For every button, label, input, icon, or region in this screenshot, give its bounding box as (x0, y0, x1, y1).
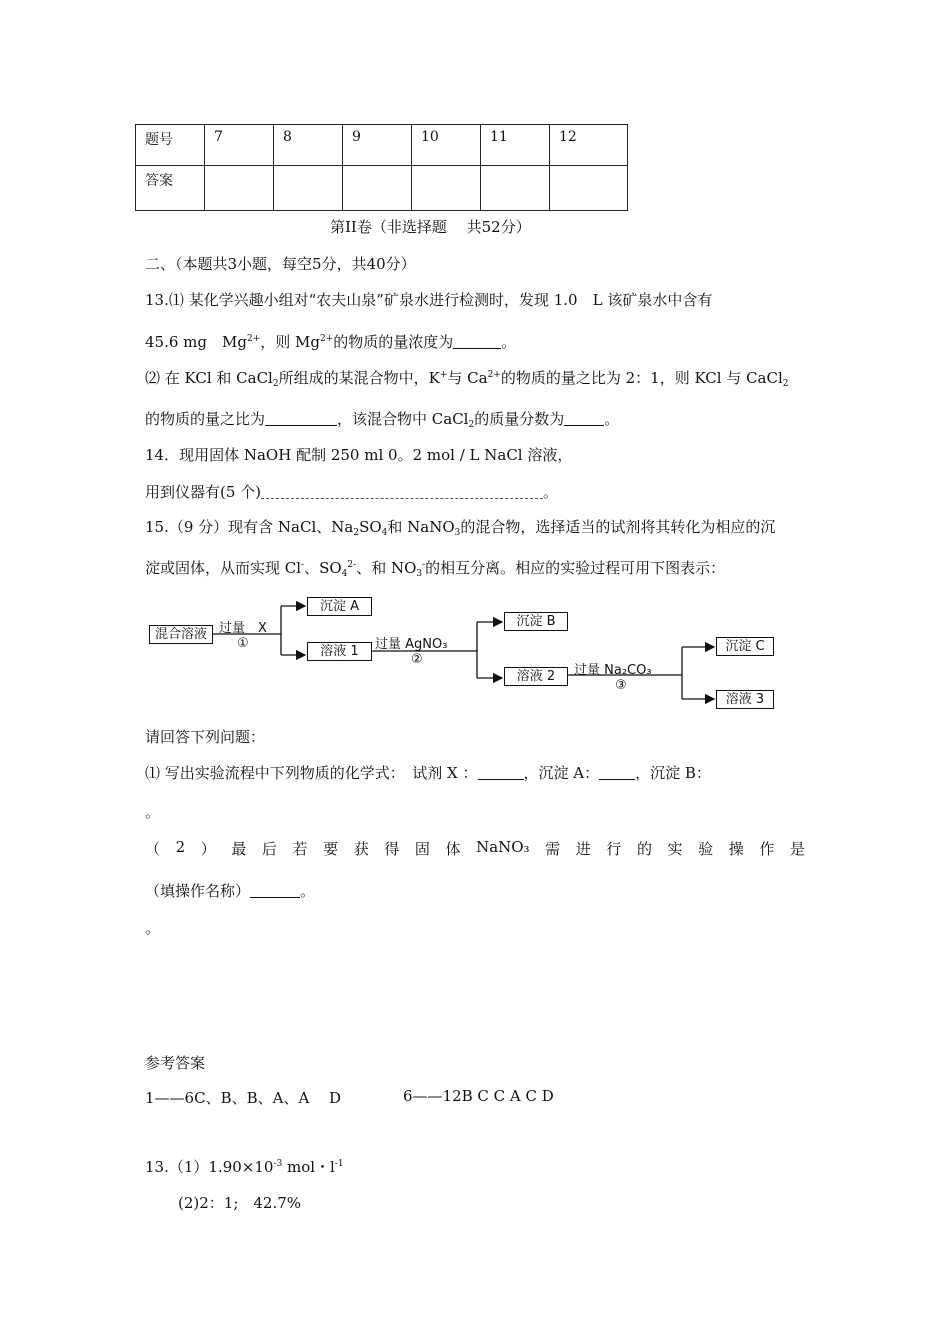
q13-line1: 13.⑴ 某化学兴趣小组对“农夫山泉”矿泉水进行检测时，发现 1.0 L 该矿泉水中含有 (145, 291, 713, 309)
question-2-word: NaNO₃ (476, 838, 530, 856)
q13-sup: 2+ (487, 370, 501, 380)
q13-text: 的物质的量浓度为 (333, 333, 454, 351)
stray-period: 。 (145, 919, 161, 937)
table-cell: 题号 (136, 125, 205, 166)
q15-text: 的混合物，选择适当的试剂将其转化为相应的沉 (460, 518, 776, 536)
q13-text: 的物质的量之比为 (145, 410, 266, 428)
precipitate-b-box: 沉淀 B (504, 612, 568, 631)
q15-sup: 2- (347, 560, 357, 570)
table-cell: 8 (274, 125, 343, 166)
solution-3-box: 溶液 3 (716, 690, 774, 709)
step2-reagent-label: 过量 AgNO₃ (375, 637, 448, 652)
q13-text: 。 (501, 333, 517, 351)
table-cell: 7 (205, 125, 274, 166)
reference-text: mol・l (282, 1158, 335, 1176)
reference-line1-a: 1——6C、B、B、A、A D (145, 1089, 342, 1107)
question-2-word: 若 (292, 840, 308, 858)
precipitate-a-box: 沉淀 A (307, 597, 372, 616)
q13-text: 的质量分数为 (474, 410, 565, 428)
question-2-word: 要 (323, 840, 339, 858)
reference-q13-1 (145, 1156, 344, 1177)
table-cell: 12 (550, 125, 628, 166)
answer-blank[interactable] (478, 764, 524, 780)
q15-sub: 4 (341, 569, 348, 579)
question-2-words (145, 838, 805, 859)
question-text: ，沉淀 B： (635, 764, 711, 782)
q13-sub: 2 (782, 379, 789, 389)
reference-q13-2: (2)2：1; 42.7% (178, 1194, 302, 1212)
question-2-word: ） (200, 840, 216, 858)
reference-sup: -3 (273, 1159, 283, 1169)
questions-intro: 请回答下列问题： (145, 728, 266, 746)
question-2-word: 实 (667, 840, 683, 858)
q14-line1: 14．现用固体 NaOH 配制 250 ml 0。2 mol / L NaCl 溶液， (145, 446, 573, 464)
q15-text: 和 NaNO (387, 518, 455, 536)
q15-sub: 2 (353, 528, 360, 538)
q15-sub: 3 (416, 569, 423, 579)
q13-text: ，则 Mg (260, 333, 320, 351)
question-2-word: 作 (759, 840, 775, 858)
question-2-word: 验 (698, 840, 714, 858)
question-2-word: 操 (728, 840, 744, 858)
question-2-word: 固 (414, 840, 430, 858)
table-cell: 9 (343, 125, 412, 166)
q15-sup: - (301, 560, 305, 570)
q15-text: 淀或固体，从而实现 Cl (145, 559, 302, 577)
question-2-word: 进 (575, 840, 591, 858)
question-2-line2 (145, 880, 315, 901)
step2-number: ② (411, 652, 423, 667)
q13-text: 的物质的量之比为 2：1，则 KCl 与 CaCl (500, 369, 783, 387)
q13-text: 所组成的某混合物中，K (278, 369, 440, 387)
question-2-word: 获 (353, 840, 369, 858)
q15-text: 15.（9 分）现有含 NaCl、Na (145, 518, 354, 536)
answer-blank[interactable] (250, 882, 300, 898)
reference-sup: -1 (334, 1159, 344, 1169)
question-1-end: 。 (145, 803, 161, 821)
q13-text: 。 (604, 410, 620, 428)
step1-reagent-label: 过量 X (219, 621, 267, 636)
question-2-word: 得 (384, 840, 400, 858)
q13-text: 45.6 mg Mg (145, 333, 247, 351)
question-text: 。 (300, 882, 316, 900)
q13-sup: 2+ (319, 334, 334, 344)
question-2-word: 后 (261, 840, 277, 858)
question-text: （填操作名称） (145, 882, 251, 900)
q14-text: 。 (543, 483, 559, 501)
q13-text: 与 Ca (447, 369, 488, 387)
q13-sub: 2 (468, 420, 475, 430)
step3-reagent-label: 过量 Na₂CO₃ (574, 663, 652, 678)
precipitate-c-box: 沉淀 C (716, 637, 774, 656)
question-text: ，沉淀 A： (523, 764, 600, 782)
step1-number: ① (237, 636, 249, 651)
q13-sub: 2 (272, 379, 279, 389)
solution-1-box: 溶液 1 (307, 642, 372, 661)
solution-2-box: 溶液 2 (504, 667, 568, 686)
question-2-word: 是 (789, 840, 805, 858)
question-2-word: 的 (636, 840, 652, 858)
q15-sub: 3 (454, 528, 461, 538)
q15-sub: 4 (381, 528, 388, 538)
q15-text: 、SO (304, 559, 342, 577)
q15-text: 、和 NO (356, 559, 417, 577)
part-header: 二、（本题共3小题，每空5分，共40分） (145, 255, 416, 273)
step3-number: ③ (615, 678, 627, 693)
reference-title: 参考答案 (145, 1054, 206, 1072)
table-cell: 11 (481, 125, 550, 166)
table-cell: 10 (412, 125, 481, 166)
q13-text: ，该混合物中 CaCl (337, 410, 469, 428)
question-2-word: 体 (445, 840, 461, 858)
q14-text: 用到仪器有(5 个) (145, 483, 262, 501)
question-1 (145, 762, 711, 783)
q15-sup: - (422, 560, 426, 570)
question-2-word: 2 (175, 838, 186, 856)
q15-text: 的相互分离。相应的实验过程可用下图表示： (425, 559, 726, 577)
question-2-word: 最 (231, 840, 247, 858)
q13-sup: 2+ (246, 334, 261, 344)
question-2-word: （ (145, 840, 161, 858)
q15-text: SO (359, 518, 382, 536)
table-cell: 答案 (136, 166, 205, 211)
question-text: ⑴ 写出实验流程中下列物质的化学式： 试剂 X ： (145, 764, 478, 782)
reference-line1-b: 6——12B C C A C D (403, 1087, 554, 1105)
question-2-line1 (145, 838, 805, 859)
answer-blank[interactable] (599, 764, 635, 780)
q13-sup: + (439, 370, 448, 380)
q13-text: ⑵ 在 KCl 和 CaCl (145, 369, 273, 387)
reference-text: 13.（1）1.90×10 (145, 1158, 274, 1176)
mixed-solution-box: 混合溶液 (149, 625, 213, 644)
section-title: 第II卷（非选择题 共52分） (330, 218, 531, 236)
question-2-word: 需 (545, 840, 561, 858)
question-2-word: 行 (606, 840, 622, 858)
